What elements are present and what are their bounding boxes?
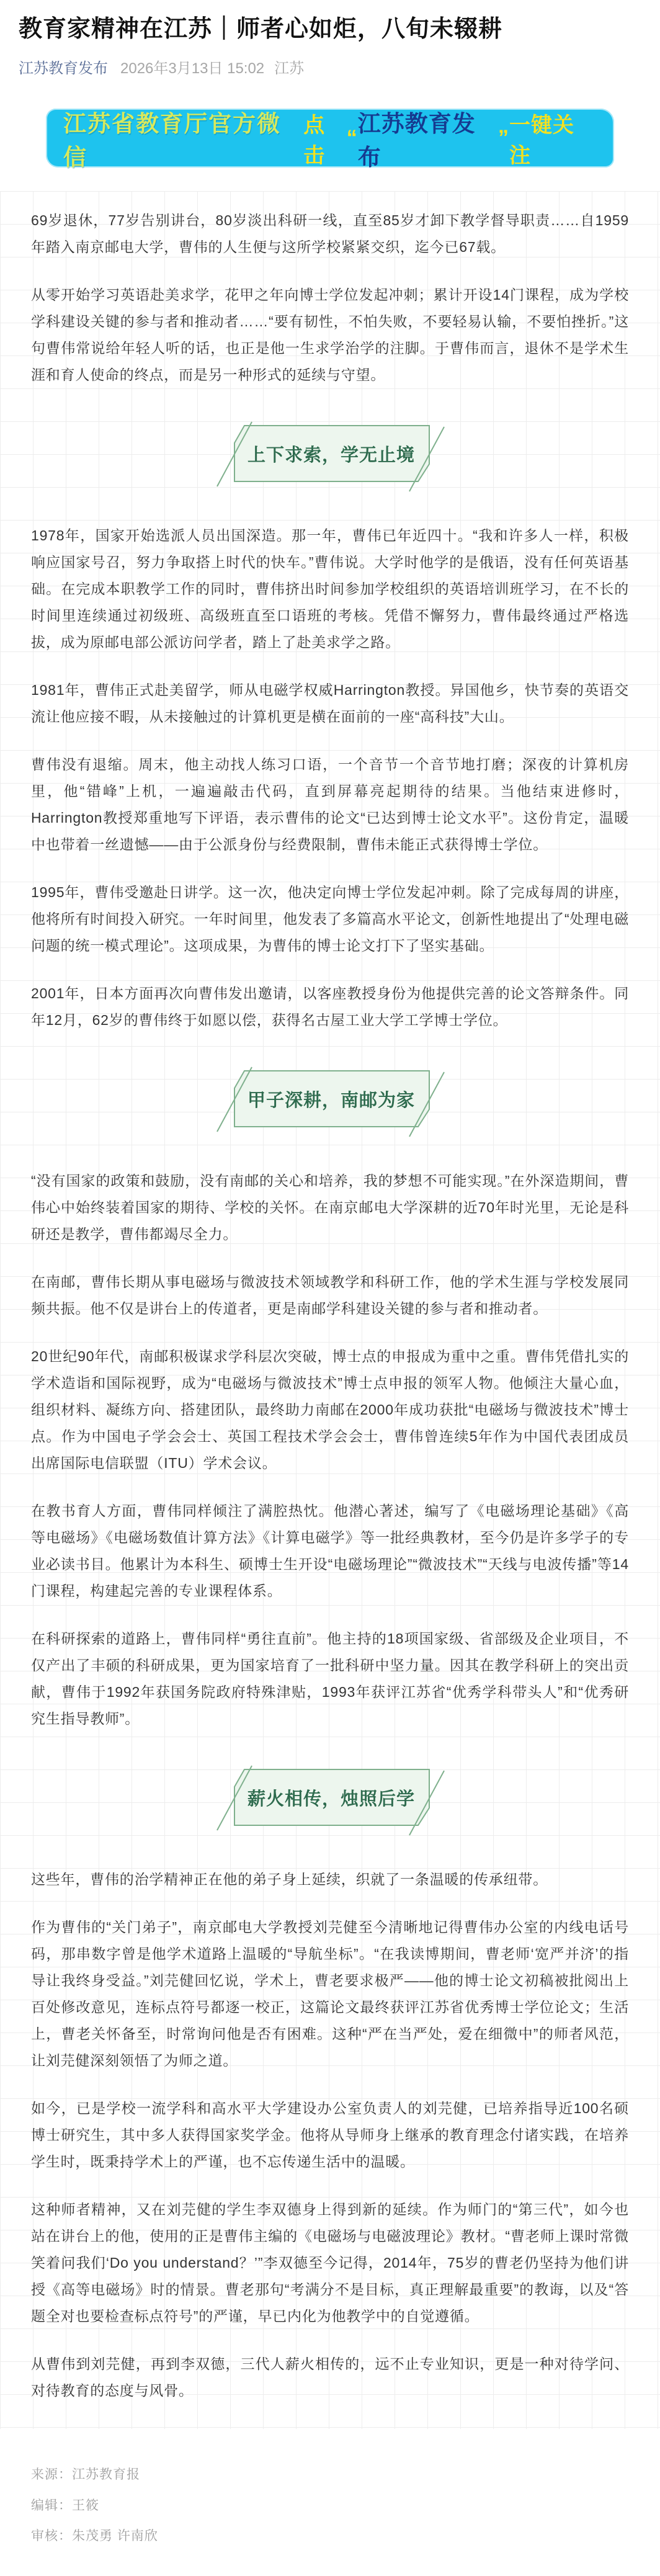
article-paragraph: 69岁退休，77岁告别讲台，80岁淡出科研一线，直至85岁才卸下教学督导职责……自1959年踏入南京邮电大学，曹伟的人生便与这所学校紧紧交织，迄今已67载。 (31, 212, 629, 256)
source-credit: 来源：江苏教育报 (31, 2467, 140, 2482)
section-heading (215, 1762, 445, 1838)
article-paragraph: 在科研探索的道路上，曹伟同样“勇往直前”。他主持的18项国家级、省部级及企业项目，不仅产出了丰硕的科研成果，更为国家培育了一批科研中坚力量。因其在教学科研上的突出贡献，曹伟于1992年获国务院政府特殊津贴，1993年获评江苏省“优秀学科带头人”和“优秀研究生指导教师”。 (31, 1630, 629, 1727)
article-paragraph: 1978年，国家开始选派人员出国深造。那一年，曹伟已年近四十。“我和许多人一样，积极响应国家号召，努力争取搭上时代的快车。”曹伟说。大学时他学的是俄语，没有任何英语基础。在完成本职教学工作的同时，曹伟挤出时间参加学校组织的英语培训班学习，在不长的时间里连续通过初级班、高级班直至口语班的考核。凭借不懈努力，曹伟最终通过严格选拔，成为原邮电部公派访问学者，踏上了赴美求学之路。 (31, 527, 629, 651)
banner-click-text: 点击 (303, 113, 326, 168)
banner-open-quote: “ (346, 126, 358, 150)
article-paragraph: 2001年，日本方面再次向曹伟发出邀请，以客座教授身份为他提供完善的论文答辩条件。同年12月，62岁的曹伟终于如愿以偿，获得名古屋工业大学工学博士学位。 (31, 985, 629, 1029)
reviewer-credit: 审核：朱茂勇 许南欣 (31, 2529, 158, 2544)
banner-left-text: 江苏省教育厅官方微信 (63, 110, 281, 170)
article-body (0, 191, 660, 2429)
article-paragraph: 1981年，曹伟正式赴美留学，师从电磁学权威Harrington教授。异国他乡，快节奏的英语交流让他应接不暇，从未接触过的计算机更是横在面前的一座“高科技”大山。 (31, 682, 629, 725)
section-heading (215, 1063, 445, 1139)
article-footer (0, 2429, 660, 2576)
article-paragraph: 1995年，曹伟受邀赴日讲学。这一次，他决定向博士学位发起冲刺。除了完成每周的讲座，他将所有时间投入研究。一年时间里，他发表了多篇高水平论文，创新性地提出了“处理电磁问题的统一模式理论”。这项成果，为曹伟的博士论文打下了坚实基础。 (31, 884, 629, 954)
section-heading-label: 甲子深耕，南邮为家 (247, 1090, 415, 1111)
article-paragraph: “没有国家的政策和鼓励，没有南邮的关心和培养，我的梦想不可能实现。”在外深造期间，曹伟心中始终装着国家的期待、学校的关怀。在南京邮电大学深耕的近70年时光里，无论是科研还是教学，曹伟都竭尽全力。 (31, 1173, 629, 1243)
editor-credit: 编辑：王筱 (31, 2498, 99, 2513)
section-heading-label: 上下求索，学无止境 (247, 445, 415, 465)
byline (19, 56, 641, 78)
article-header (0, 0, 660, 78)
banner-right-text (303, 105, 595, 172)
banner-close-quote: ” (498, 126, 510, 150)
article-paragraph: 曹伟没有退缩。周末，他主动找人练习口语，一个音节一个音节地打磨；深夜的计算机房里，他“错峰”上机，一遍遍敲击代码，直到屏幕亮起期待的结果。当他结束进修时，Harrington教授郑重地写下评语，表示曹伟的论文“已达到博士论文水平”。这份肯定，温暖中也带着一丝遗憾——由于公派身份与经费限制，曹伟未能正式获得博士学位。 (31, 756, 629, 853)
follow-banner[interactable] (46, 109, 614, 168)
publish-datetime: 2026年3月13日 15:02 (120, 60, 265, 78)
article-paragraph: 在教书育人方面，曹伟同样倾注了满腔热忱。他潜心著述，编写了《电磁场理论基础》《高等电磁场》《电磁场数值计算方法》《计算电磁学》等一批经典教材，至今仍是许多学子的专业必读书目。他累计为本科生、硕博士生开设“电磁场理论”“微波技术”“天线与电波传播”等14门课程，构建起完善的专业课程体系。 (31, 1503, 629, 1599)
article-paragraph: 作为曹伟的“关门弟子”，南京邮电大学教授刘芫健至今清晰地记得曹伟办公室的内线电话号码，那串数字曾是他学术道路上温暖的“导航坐标”。“在我读博期间，曹老师‘宽严并济’的指导让我终身受益。”刘芫健回忆说，学术上，曹老要求极严——他的博士论文初稿被批阅出上百处修改意见，连标点符号都逐一校正，这篇论文最终获评江苏省优秀博士学位论文；生活上，曹老关怀备至，时常询问他是否有困难。这种“严在当严处，爱在细微中”的师者风范，让刘芫健深刻领悟了为师之道。 (31, 1919, 629, 2069)
article-paragraph: 这些年，曹伟的治学精神正在他的弟子身上延续，织就了一条温暖的传承纽带。 (31, 1871, 548, 1888)
banner-follow-text: 一键关注 (509, 113, 575, 168)
account-link[interactable]: 江苏教育发布 (19, 60, 108, 78)
banner-wrap (0, 95, 660, 168)
article-paragraph: 从曹伟到刘芫健，再到李双德，三代人薪火相传的，远不止专业知识，更是一种对待学问、对待教育的态度与风骨。 (31, 2356, 629, 2399)
article-paragraph: 这种师者精神，又在刘芫健的学生李双德身上得到新的延续。作为师门的“第三代”，如今也站在讲台上的他，使用的正是曹伟主编的《电磁场与电磁波理论》教材。“曹老师上课时常微笑着问我们‘Do you understand？’”李双德至今记得，2014年，75岁的曹老仍坚持为他们讲授《高等电磁场》时的情景。曹老那句“考满分不是目标，真正理解最重要”的教诲，以及“答题全对也要检查标点符号”的严谨，早已内化为他教学中的自觉遵循。 (31, 2201, 629, 2325)
section-heading (215, 418, 445, 494)
section-heading-label: 薪火相传，烛照后学 (247, 1789, 415, 1809)
article-paragraph: 20世纪90年代，南邮积极谋求学科层次突破，博士点的申报成为重中之重。曹伟凭借扎实的学术造诣和国际视野，成为“电磁场与微波技术”博士点申报的领军人物。他倾注大量心血，组织材料、凝练方向、搭建团队，最终助力南邮在2000年成功获批“电磁场与微波技术”博士点。作为中国电子学会会士、英国工程技术学会会士，曹伟曾连续5年作为中国代表团成员出席国际电信联盟（ITU）学术会议。 (31, 1348, 629, 1472)
publish-location: 江苏 (274, 60, 305, 78)
article-paragraph: 从零开始学习英语赴美求学，花甲之年向博士学位发起冲刺；累计开设14门课程，成为学校学科建设关键的参与者和推动者……“要有韧性，不怕失败，不要轻易认输，不要怕挫折。”这句曹伟常说给年轻人听的话，也正是他一生求学治学的注脚。于曹伟而言，退休不是学术生涯和育人使命的终点，而是另一种形式的延续与守望。 (31, 287, 629, 383)
page-title: 教育家精神在江苏｜师者心如炬，八旬未辍耕 (19, 16, 503, 42)
banner-account-name: 江苏教育发布 (357, 110, 476, 170)
article-paragraph: 在南邮，曹伟长期从事电磁场与微波技术领域教学和科研工作，他的学术生涯与学校发展同频共振。他不仅是讲台上的传道者，更是南邮学科建设关键的参与者和推动者。 (31, 1274, 629, 1317)
article-paragraph: 如今，已是学校一流学科和高水平大学建设办公室负责人的刘芫健，已培养指导近100名硕博士研究生，其中多人获得国家奖学金。他将从导师身上继承的教育理念付诸实践，在培养学生时，既秉持学术上的严谨，也不忘传递生活中的温暖。 (31, 2100, 629, 2170)
